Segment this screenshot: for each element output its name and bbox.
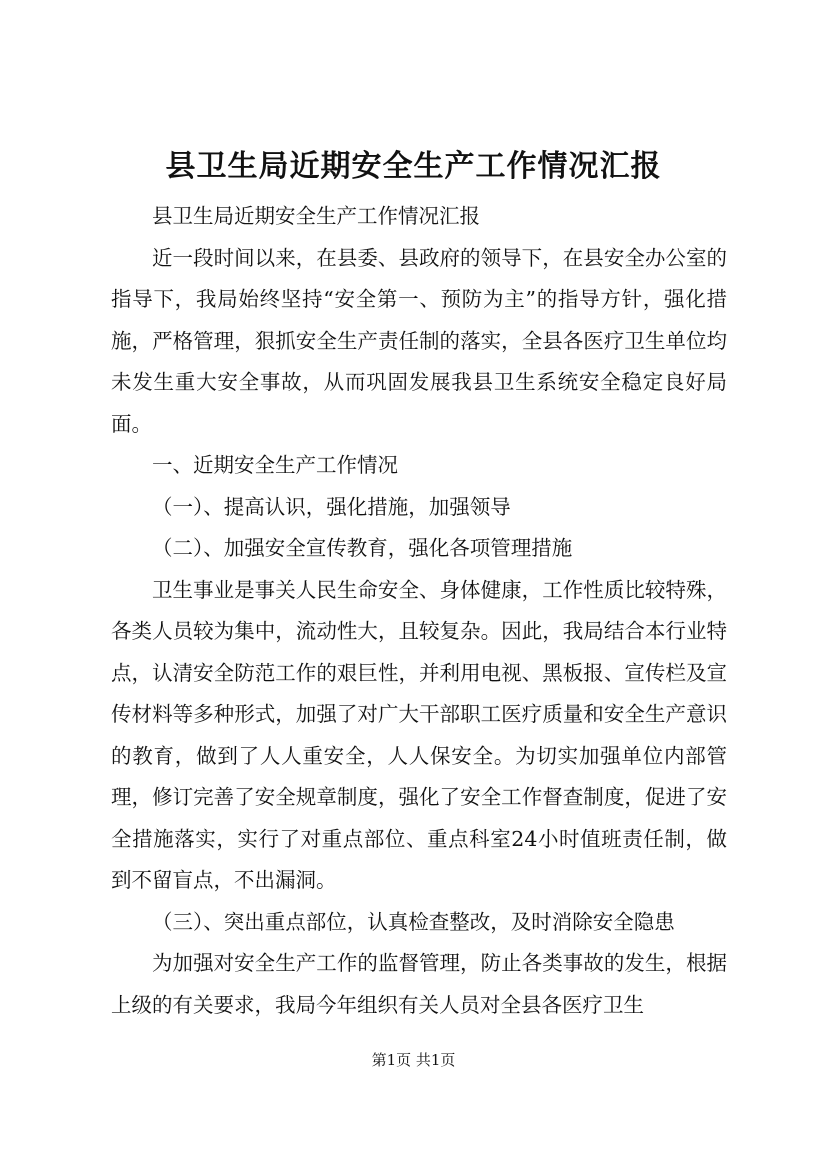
subsection-heading-1: （一）、提高认识，强化措施，加强领导 <box>152 494 511 519</box>
subsection-heading-2: （二）、加强安全宣传教育，强化各项管理措施 <box>152 536 573 560</box>
document-title: 县卫生局近期安全生产工作情况汇报 <box>165 149 662 184</box>
paragraph-subtitle: 县卫生局近期安全生产工作情况汇报 <box>152 204 480 228</box>
paragraph-intro: 近一段时间以来，在县委、县政府的领导下，在县安全办公室的指导下，我局始终坚持“安全第一、预防为主”的指导方针，强化措施，严格管理，狠抓安全生产责任制的落实，全县各医疗卫生单位均未发生重大安全事故，从而巩固发展我县卫生系统安全稳定良好局面。 <box>111 245 727 436</box>
section-heading-1: 一、近期安全生产工作情况 <box>152 453 398 477</box>
paragraph-publicity: 卫生事业是事关人民生命安全、身体健康，工作性质比较特殊，各类人员较为集中，流动性大，且较复杂。因此，我局结合本行业特点，认清安全防范工作的艰巨性，并利用电视、黑板报、宣传栏及宣传材料等多种形式，加强了对广大干部职工医疗质量和安全生产意识的教育，做到了人人重安全，人人保安全。为切实加强单位内部管理，修订完善了安全规章制度，强化了安全工作督查制度，促进了安全措施落实，实行了对重点部位、重点科室24小时值班责任制，做到不留盲点，不出漏洞。 <box>111 577 727 892</box>
page-footer: 第1页 共1页 <box>371 1051 456 1069</box>
paragraph-inspection: 为加强对安全生产工作的监督管理，防止各类事故的发生，根据上级的有关要求，我局今年组织有关人员对全县各医疗卫生 <box>111 951 727 1017</box>
subsection-heading-3: （三）、突出重点部位，认真检查整改，及时消除安全隐患 <box>152 909 675 934</box>
document-body <box>111 196 727 1026</box>
